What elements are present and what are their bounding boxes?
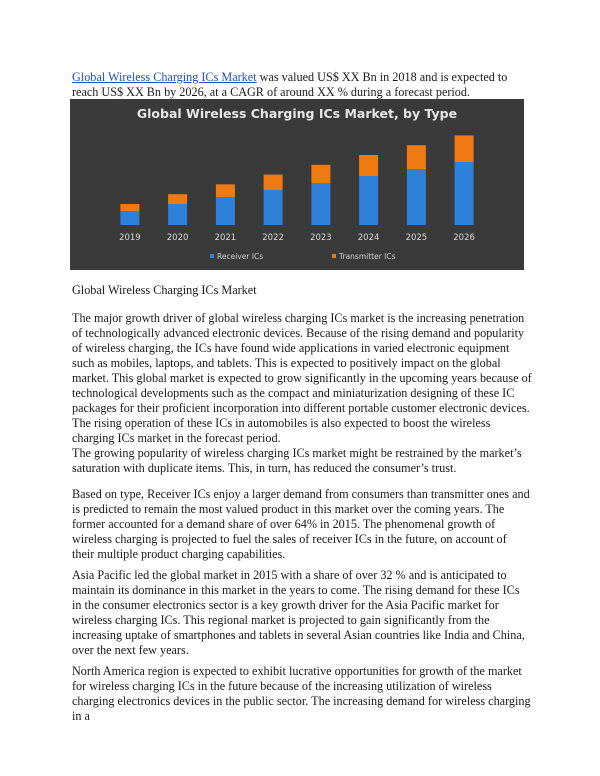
paragraph-type-segment: Based on type, Receiver ICs enjoy a larger demand from consumers than transmitter ones and is predicted to remain the most valued product in this market over the coming years. The former accounted for a demand share of over 64% in 2015. The phenomenal growth of wireless charging is projected to fuel the sales of receiver ICs in the future, on account of their multiple product charging capabilities.	[72, 487, 530, 561]
bar-receiver-ics-2022	[264, 190, 283, 225]
bar-transmitter-ics-2020	[168, 194, 187, 204]
x-tick-label-2020: 2020	[166, 233, 189, 243]
x-tick-label-2019: 2019	[119, 233, 141, 243]
market-report-link[interactable]: Global Wireless Charging ICs Market	[72, 70, 257, 84]
x-tick-label-2023: 2023	[310, 233, 332, 243]
x-tick-label-2022: 2022	[262, 233, 284, 243]
legend-label-receiver-ics: Receiver ICs	[217, 252, 264, 261]
intro-paragraph	[72, 70, 532, 100]
figure-caption: Global Wireless Charging ICs Market	[72, 283, 257, 297]
paragraph-restraints: The growing popularity of wireless charging ICs market might be restrained by the market’s saturation with duplicate items. This, in turn, has reduced the consumer’s trust.	[72, 446, 522, 475]
bar-receiver-ics-2024	[359, 176, 378, 225]
bar-transmitter-ics-2026	[455, 135, 474, 162]
bar-transmitter-ics-2019	[120, 204, 139, 211]
paragraph-north-america: North America region is expected to exhibit lucrative opportunities for growth of the market for wireless charging ICs in the future because of the increasing utilization of wireless charging electronics devices in the public sector. The increasing demand for wireless charging in a	[72, 664, 531, 723]
bar-transmitter-ics-2025	[407, 145, 426, 169]
bar-transmitter-ics-2024	[359, 155, 378, 176]
bar-receiver-ics-2026	[455, 162, 474, 225]
chart-title: Global Wireless Charging ICs Market, by Type	[136, 106, 458, 121]
bar-receiver-ics-2021	[216, 197, 235, 225]
x-tick-label-2021: 2021	[214, 233, 237, 243]
intro-rest-text: was valued US$ XX Bn in 2018 and is expected to reach US$ XX Bn by 2026, at a CAGR of around XX % during a forecast period.	[72, 70, 508, 99]
bar-receiver-ics-2023	[311, 183, 330, 225]
paragraph-growth-drivers: The major growth driver of global wireless charging ICs market is the increasing penetration of technologically advanced electronic devices. Because of the rising demand and popularity of wireless charging, the ICs have found wide applications in varied electronic equipment such as mobiles, laptops, and tablets. This is expected to positively impact on the global market. This global market is expected to grow significantly in the upcoming years because of technological developments such as the compact and miniaturization designing of these IC packages for their proficient incorporation into different portable customer electronic devices. The rising operation of these ICs in automobiles is also expected to boost the wireless charging ICs market in the forecast period.	[72, 311, 532, 445]
legend-label-transmitter-ics: Transmitter ICs	[339, 252, 396, 261]
x-tick-label-2025: 2025	[405, 233, 428, 243]
market-chart	[70, 99, 524, 270]
legend-swatch-receiver-ics	[210, 254, 214, 258]
x-tick-label-2026: 2026	[453, 233, 475, 243]
bar-transmitter-ics-2022	[264, 175, 283, 190]
bar-receiver-ics-2020	[168, 204, 187, 225]
bar-transmitter-ics-2021	[216, 184, 235, 197]
legend-swatch-transmitter-ics	[332, 254, 336, 258]
chart-svg	[70, 99, 524, 270]
x-tick-label-2024: 2024	[357, 233, 380, 243]
paragraph-asia-pacific: Asia Pacific led the global market in 2015 with a share of over 32 % and is anticipated to maintain its dominance in this market in the years to come. The rising demand for these ICs in the consumer electronics sector is a key growth driver for the Asia Pacific market for wireless charging ICs. This regional market is projected to gain significantly from the increasing uptake of smartphones and tablets in several Asian countries like India and China, over the next few years.	[72, 568, 525, 657]
bar-receiver-ics-2025	[407, 169, 426, 225]
bar-receiver-ics-2019	[120, 211, 139, 225]
bar-transmitter-ics-2023	[311, 165, 330, 183]
